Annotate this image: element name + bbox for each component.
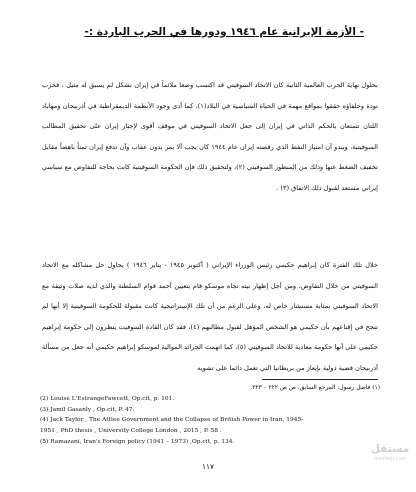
section-heading: - الأزمة الإيرانية عام ١٩٤٦ ودورها في الحرب الباردة :- bbox=[84, 26, 364, 38]
watermark-url: mostaql.com bbox=[373, 456, 407, 462]
watermark-logo bbox=[368, 442, 412, 484]
footnote-1: (١) فاضل رسول: المرجع السابق، ص ص ٢٢٢ – ٢٢٣. bbox=[250, 385, 380, 391]
footnote-4: (4) Jack Taylor , The Attlee Government and the Collapse of British Power in Iran, 1945- bbox=[40, 417, 304, 424]
footnote-separator bbox=[262, 379, 378, 380]
footnote-5: (5) Ramazani, Iran's Foreign policy (1941 – 1973) ,Op.cit, p. 134. bbox=[40, 438, 235, 445]
page-number: ١١٧ bbox=[201, 462, 215, 471]
body-paragraph-2: خلال تلك الفترة كان إبراهيم حكيمي رئيس الوزراء الإيراني ( أكتوبر ١٩٤٥ - يناير ١٩٤٦ ) يحاول حل مشاكله مع الاتحاد السوفيتي من خلال التفاوض، ومن أجل إظهار نيته تجاه موسكو قام بتعيين أحمد قوام السلطنة والذي لديه صلات وثيقة مع الاتحاد السوفيتي بمثابة مستشار خاص له، وعلى الرغم من أن تلك الإستراتيجية كانت مقبولة للحكومة السوفيتية إلا أنها لم تنجح في إقناعهم بأن حكيمي هو الشخص المؤهل لقبول مطالبهم (٤)، فقد كان القادة السوفيت ينظرون إلى حكومة إبراهيم حكيمي على أنها حكومة معادية للاتحاد السوفيتي (٥)، كما اتهمت الجرائد الموالية لموسكو إبراهيم حكيمي أنه جعل من مسألة أذربيجان قضية دولية بإيعاز من بريطانيا التي تعمل دائما على تشويه bbox=[42, 261, 378, 372]
footnotes bbox=[40, 383, 380, 448]
footnote-3: (3) Jamil Gasanly , Op.cit, P. 47. bbox=[40, 406, 135, 413]
watermark-text: مستقل bbox=[370, 443, 410, 455]
body-paragraph-1: بحلول نهاية الحرب العالمية الثانية كان الاتحاد السوفيتي قد اكتسب وضعا ملائماً في إيران بشكل لم يسبق له مثيل ، فحزب تودة وحلفاؤه حققوا بمواقع مهمة في الحياة السياسية في البلاد(١)، كما أدى وجود الأنظمة الديمقراطية في أذربيجان ومهاباد اللتان تتمتعان بالحكم الذاتي في إيران إلى جعل الاتحاد السوفيتي في موقف أقوى لإجبار إيران على تحقيق المطالب السوفيتية، ويبدو أن امتياز النفط الذي رفضته إيران عام ١٩٤٤ كان يجب ألا يمر بدون عقاب وأن تدفع إيران ثمناً باهضاً مقابل تخفيف الضغط عنها وذلك من المنظور السوفيتي (٢)، ولتحقيق ذلك فإن الحكومة السوفيتية كانت بحاجة للتفاوض مع سياسي إيراني مستعد لقبول ذلك الاتفاق (٣) . bbox=[42, 81, 379, 192]
footnote-2: (2) Louise L'EstrangeFawcett, Op.cit, p. 101. bbox=[40, 395, 175, 402]
footnote-4-continued: 1951 , PhD thesis , University College London , 2015 , P. 58 . bbox=[40, 428, 222, 435]
